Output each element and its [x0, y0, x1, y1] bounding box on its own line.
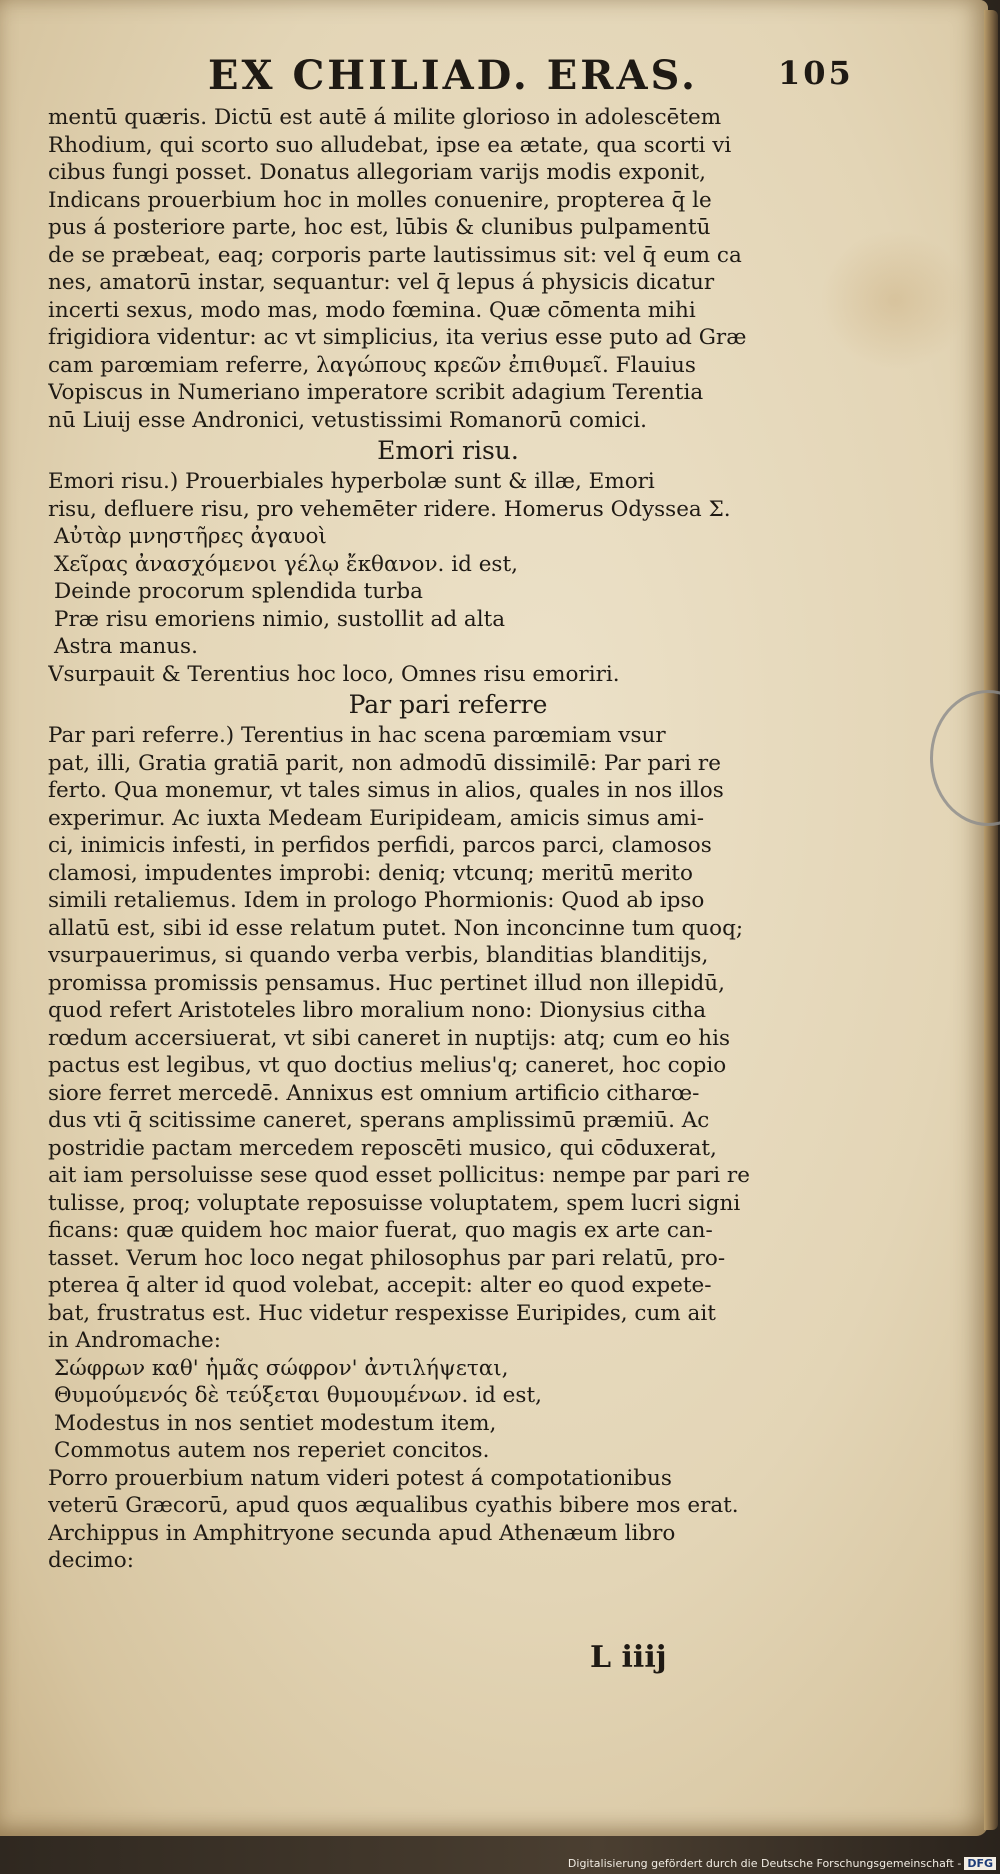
text-line: cibus fungi posset. Donatus allegoriam varijs modis exponit,: [48, 160, 706, 185]
text-line: Vsurpauit & Terentius hoc loco, Omnes risu emoriri.: [48, 661, 620, 687]
text-line: Vopiscus in Numeriano imperatore scribit adagium Terentia: [48, 380, 704, 405]
text-line: pactus est legibus, vt quo doctius melius'q; caneret, hoc copio: [48, 1053, 727, 1078]
text-line: tulisse, proq; voluptate reposuisse voluptatem, spem lucri signi: [48, 1190, 741, 1216]
text-line: experimur. Ac iuxta Medeam Euripideam, amicis simus ami-: [48, 805, 705, 831]
text-line: quod refert Aristoteles libro moralium nono: Dionysius citha: [48, 998, 707, 1023]
text-line: Emori risu.) Prouerbiales hyperbolæ sunt & illæ, Emori: [48, 469, 655, 494]
verse-line: Modestus in nos sentiet modestum item,: [54, 1410, 497, 1436]
text-line: pterea q̄ alter id quod volebat, accepit: alter eo quod expete-: [48, 1273, 712, 1298]
verse-line: Astra manus.: [54, 634, 198, 659]
text-line: Archippus in Amphitryone secunda apud Athenæum libro: [48, 1520, 676, 1546]
text-line: risu, defluere risu, pro vehemēter ridere. Homerus Odyssea Σ.: [48, 496, 731, 522]
text-line: tasset. Verum hoc loco negat philosophus par pari relatū, pro-: [48, 1245, 726, 1271]
text-line: bat, frustratus est. Huc videtur respexisse Euripides, cum ait: [48, 1300, 716, 1326]
text-line: nes, amatorū instar, sequantur: vel q̄ lepus á physicis dicatur: [48, 270, 715, 295]
text-block: [48, 52, 854, 1575]
text-line: siore ferret mercedē. Annixus est omnium artificio citharœ-: [48, 1080, 700, 1106]
verse-line: Commotus autem nos reperiet concitos.: [54, 1438, 490, 1463]
text-line: frigidiora videntur: ac vt simplicius, ita verius esse puto ad Græ: [48, 325, 747, 350]
verse-line: Præ risu emoriens nimio, sustollit ad alta: [54, 606, 506, 632]
text-line: Rhodium, qui scorto suo alludebat, ipse ea ætate, qua scorti vi: [48, 132, 732, 158]
signature-mark: L iiij: [590, 1640, 667, 1675]
text-line: postridie pactam mercedem reposcēti musico, qui cōduxerat,: [48, 1135, 717, 1161]
credit-text: Digitalisierung gefördert durch die Deutsche Forschungsgemeinschaft -: [567, 1857, 962, 1870]
folio-number: 105: [778, 54, 854, 92]
page-edge: [984, 10, 998, 1830]
text-line: veterū Græcorū, apud quos æqualibus cyathis bibere mos erat.: [48, 1493, 739, 1518]
text-line: promissa promissis pensamus. Huc pertinet illud non illepidū,: [48, 970, 725, 996]
text-line: Indicans prouerbium hoc in molles conuenire, propterea q̄ le: [48, 187, 712, 213]
text-line: ferto. Qua monemur, vt tales simus in alios, quales in nos illos: [48, 778, 724, 803]
text-line: cam parœmiam referre, λαγώπους κρεῶν ἐπιθυμεῖ. Flauius: [48, 352, 696, 378]
text-line: pus á posteriore parte, hoc est, lūbis & clunibus pulpamentū: [48, 215, 711, 240]
text-line: pat, illi, Gratia gratiā parit, non admodū dissimilē: Par pari re: [48, 750, 721, 776]
section-heading: Emori risu.: [377, 436, 519, 465]
text-line: ficans: quæ quidem hoc maior fuerat, quo magis ex arte can-: [48, 1218, 713, 1243]
running-head: EX CHILIAD. ERAS.: [208, 52, 698, 99]
text-line: rœdum accersiuerat, vt sibi caneret in nuptijs: atq; cum eo his: [48, 1025, 731, 1051]
section-heading: Par pari referre: [348, 690, 548, 719]
verse-line: Αὐτὰρ μνηστῆρες ἀγαυοὶ: [54, 524, 327, 549]
text-line: vsurpauerimus, si quando verba verbis, blanditias blanditijs,: [48, 943, 709, 968]
text-lines: [48, 104, 848, 1575]
text-line: incerti sexus, modo mas, modo fœmina. Quæ cōmenta mihi: [48, 297, 696, 323]
text-line: simili retaliemus. Idem in prologo Phormionis: Quod ab ipso: [48, 888, 705, 913]
text-line: in Andromache:: [48, 1328, 221, 1353]
text-line: mentū quæris. Dictū est autē á milite glorioso in adolescētem: [48, 105, 722, 130]
text-line: allatū est, sibi id esse relatum putet. Non inconcinne tum quoq;: [48, 915, 744, 941]
verse-line: Deinde procorum splendida turba: [54, 579, 423, 604]
dfg-logo: DFG: [964, 1857, 996, 1870]
text-line: ci, inimicis infesti, in perfidos perfidi, parcos parci, clamosos: [48, 833, 712, 858]
verse-line: Χεῖρας ἀνασχόμενοι γέλῳ ἔκθανον. id est,: [54, 551, 518, 577]
page-header: [48, 52, 854, 104]
text-line: dus vti q̄ scitissime caneret, sperans amplissimū præmiū. Ac: [48, 1108, 710, 1133]
text-line: clamosi, impudentes improbi: deniq; vtcunq; meritū merito: [48, 860, 693, 886]
text-line: nū Liuij esse Andronici, vetustissimi Romanorū comici.: [48, 407, 647, 433]
digitization-credit: [568, 1857, 996, 1870]
text-line: decimo:: [48, 1548, 134, 1573]
text-line: de se præbeat, eaq; corporis parte lautissimus sit: vel q̄ eum ca: [48, 242, 742, 268]
text-line: ait iam persoluisse sese quod esset pollicitus: nempe par pari re: [48, 1163, 750, 1188]
verse-line: Σώφρων καθ' ἡμᾶς σώφρον' ἀντιλήψεται,: [54, 1355, 509, 1381]
verse-line: Θυμούμενός δὲ τεύξεται θυμουμένων. id est,: [54, 1383, 542, 1408]
text-line: Porro prouerbium natum videri potest á compotationibus: [48, 1465, 672, 1491]
text-line: Par pari referre.) Terentius in hac scena parœmiam vsur: [48, 723, 666, 748]
